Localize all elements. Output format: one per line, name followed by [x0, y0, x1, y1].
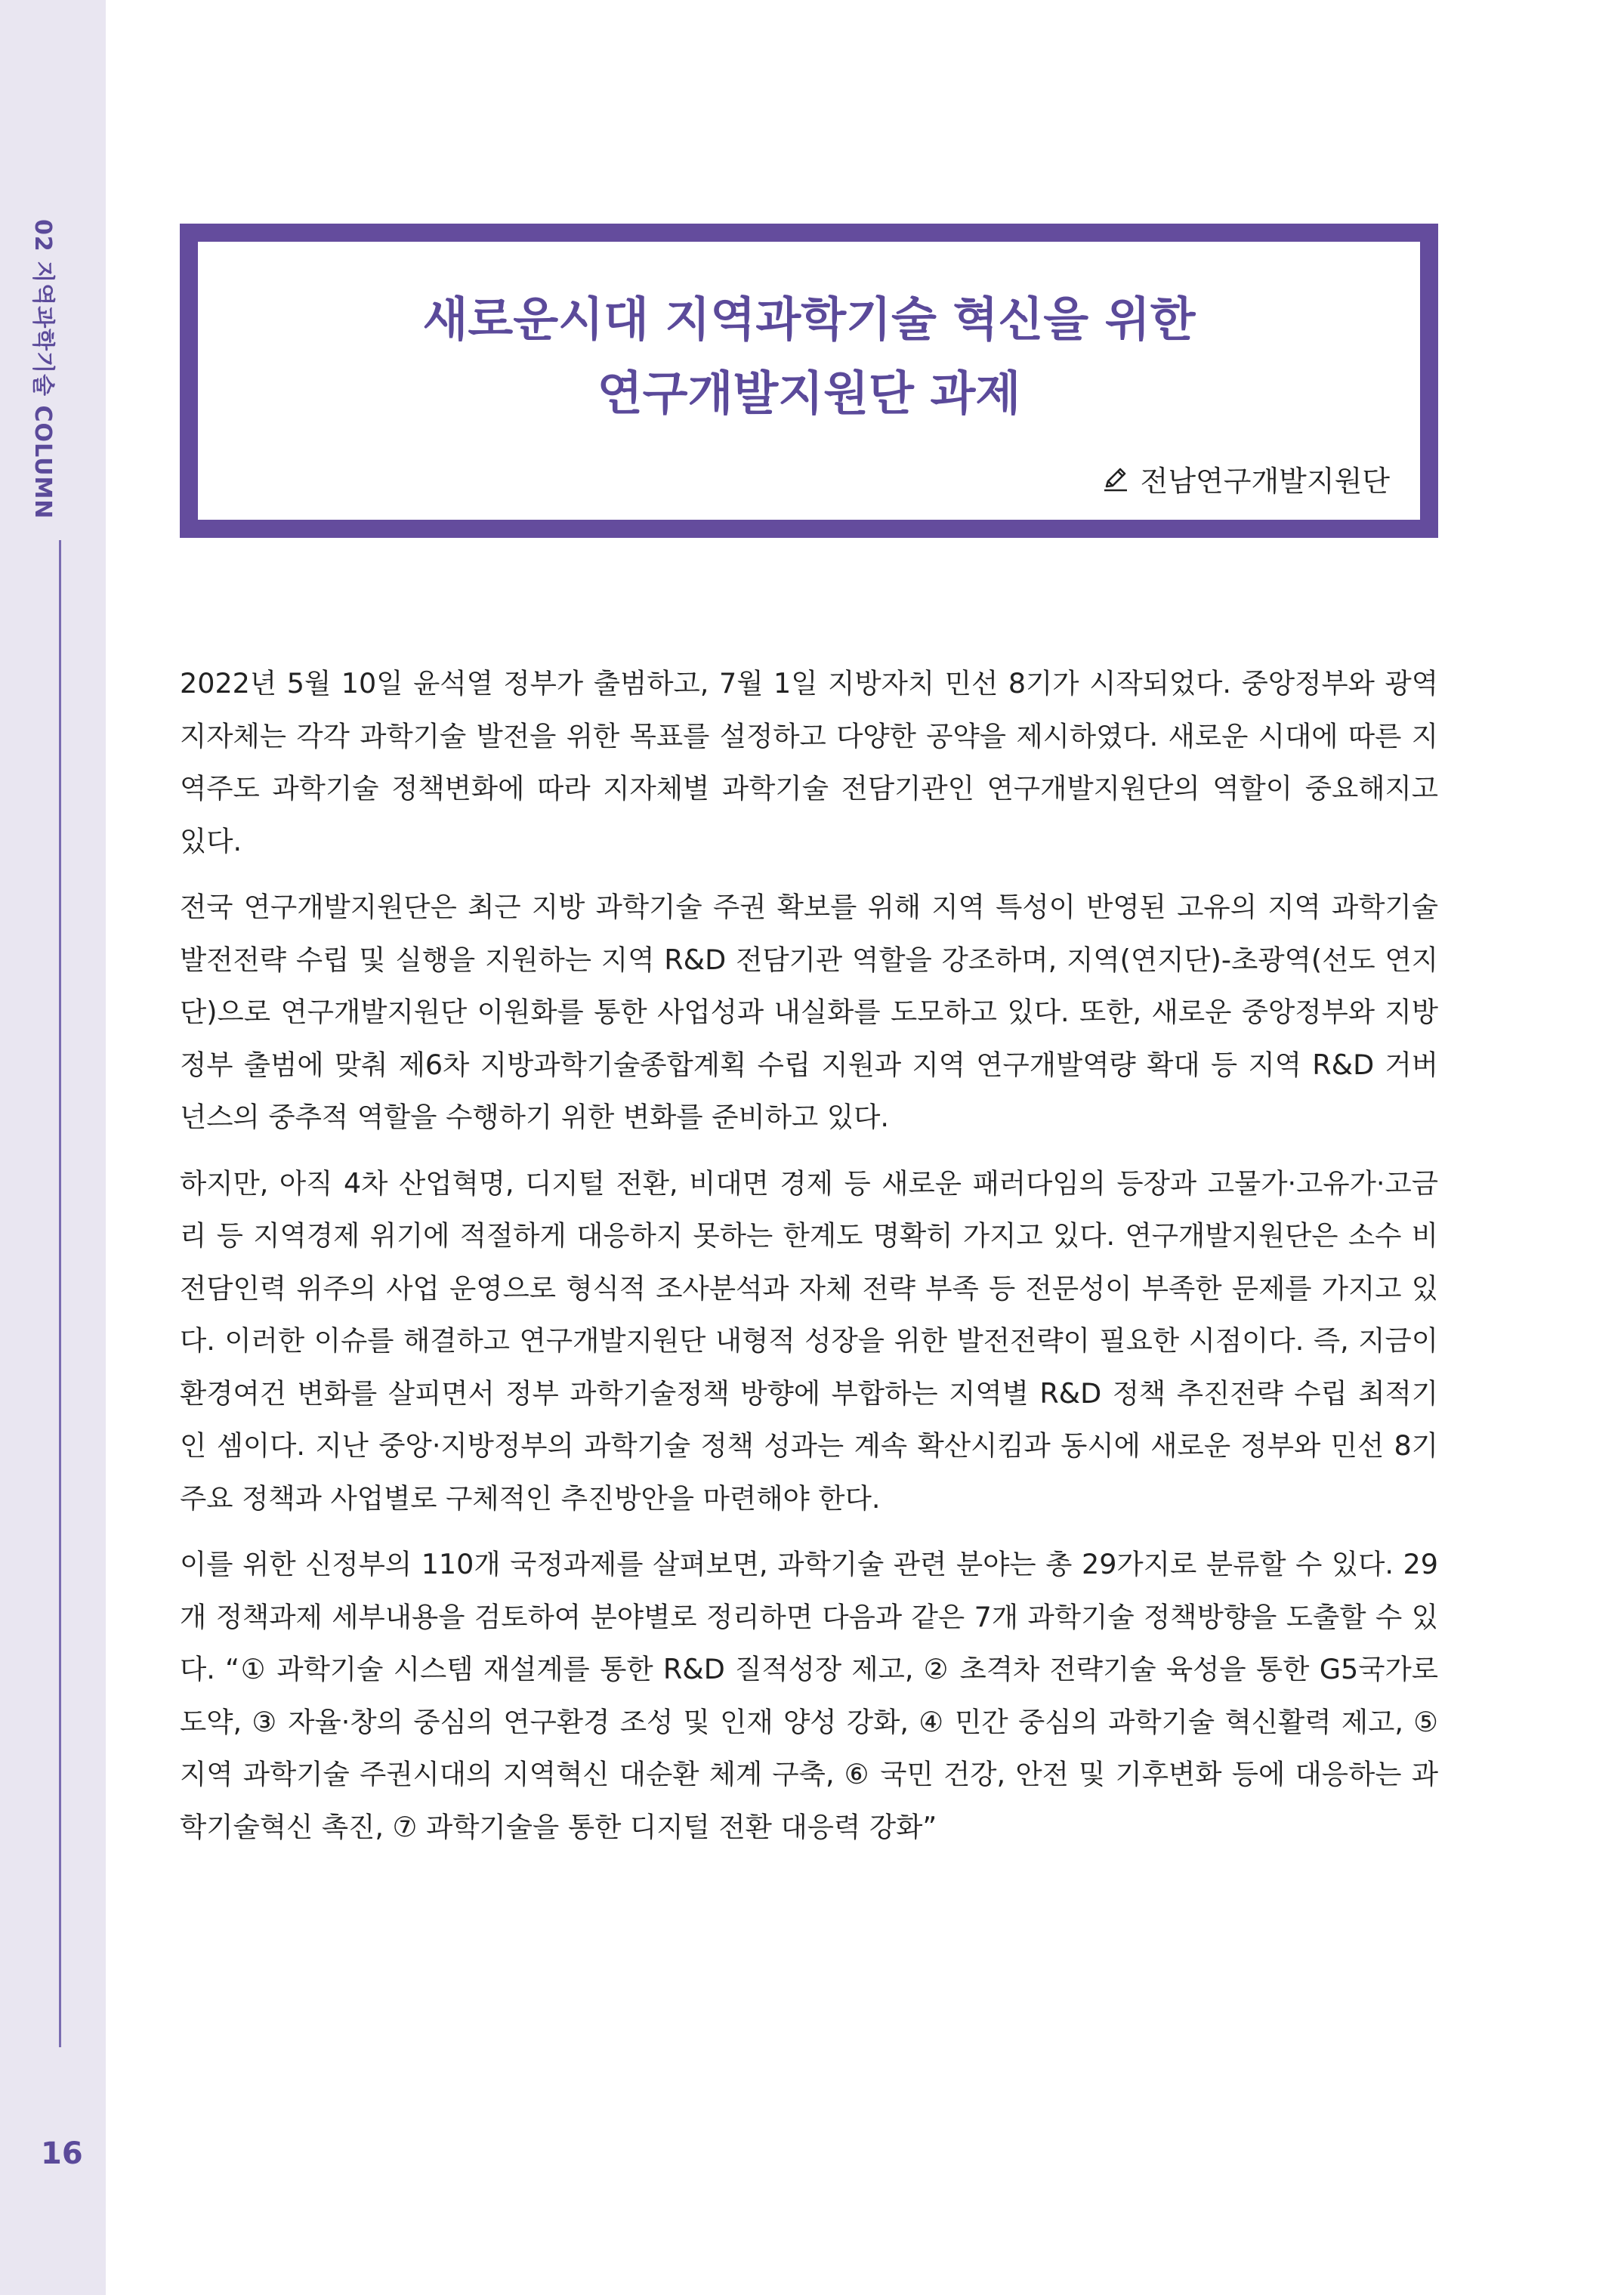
- section-label: 02 지역과학기술 COLUMN: [29, 219, 56, 520]
- sidebar: [0, 0, 106, 2295]
- pencil-icon: [1101, 465, 1130, 493]
- article-body: [180, 657, 1438, 1867]
- title-box: [180, 224, 1438, 538]
- author-byline: [1101, 458, 1390, 499]
- sidebar-divider: [59, 540, 61, 2047]
- paragraph-4: 이를 위한 신정부의 110개 국정과제를 살펴보면, 과학기술 관련 분야는 총 29가지로 분류할 수 있다. 29개 정책과제 세부내용을 검토하여 분야별로 정리하면 다음과 같은 7개 과학기술 정책방향을 도출할 수 있다. “① 과학기술 시스템 재설계를 통한 R&D 질적성장 제고, ② 초격차 전략기술 육성을 통한 G5국가로 도약, ③ 자율·창의 중심의 연구환경 조성 및 인재 양성 강화, ④ 민간 중심의 과학기술 혁신활력 제고, ⑤ 지역 과학기술 주권시대의 지역혁신 대순환 체계 구축, ⑥ 국민 건강, 안전 및 기후변화 등에 대응하는 과학기술혁신 촉진, ⑦ 과학기술을 통한 디지털 전환 대응력 강화”: [180, 1548, 1438, 1843]
- author-name: 전남연구개발지원단: [1140, 465, 1390, 498]
- paragraph-2: 전국 연구개발지원단은 최근 지방 과학기술 주권 확보를 위해 지역 특성이 반영된 고유의 지역 과학기술 발전전략 수립 및 실행을 지원하는 지역 R&D 전담기관 역할을 강조하며, 지역(연지단)-초광역(선도 연지단)으로 연구개발지원단 이원화를 통한 사업성과 내실화를 도모하고 있다. 또한, 새로운 중앙정부와 지방정부 출범에 맞춰 제6차 지방과학기술종합계획 수립 지원과 지역 연구개발역량 확대 등 지역 R&D 거버넌스의 중추적 역할을 수행하기 위한 변화를 준비하고 있다.: [180, 891, 1438, 1133]
- page-number: 16: [41, 2136, 83, 2171]
- paragraph-1: 2022년 5월 10일 윤석열 정부가 출범하고, 7월 1일 지방자치 민선 8기가 시작되었다. 중앙정부와 광역지자체는 각각 과학기술 발전을 위한 목표를 설정하고 다양한 공약을 제시하였다. 새로운 시대에 따른 지역주도 과학기술 정책변화에 따라 지자체별 과학기술 전담기관인 연구개발지원단의 역할이 중요해지고 있다.: [180, 667, 1438, 857]
- title-line-2: 연구개발지원단 과제: [597, 366, 1021, 421]
- page-title: [198, 283, 1420, 431]
- paragraph-3: 하지만, 아직 4차 산업혁명, 디지털 전환, 비대면 경제 등 새로운 패러다임의 등장과 고물가·고유가·고금리 등 지역경제 위기에 적절하게 대응하지 못하는 한계도 명확히 가지고 있다. 연구개발지원단은 소수 비전담인력 위주의 사업 운영으로 형식적 조사분석과 자체 전략 부족 등 전문성이 부족한 문제를 가지고 있다. 이러한 이슈를 해결하고 연구개발지원단 내형적 성장을 위한 발전전략이 필요한 시점이다. 즉, 지금이 환경여건 변화를 살피면서 정부 과학기술정책 방향에 부합하는 지역별 R&D 정책 추진전략 수립 최적기인 셈이다. 지난 중앙·지방정부의 과학기술 정책 성과는 계속 확산시킴과 동시에 새로운 정부와 민선 8기 주요 정책과 사업별로 구체적인 추진방안을 마련해야 한다.: [180, 1166, 1438, 1515]
- title-line-1: 새로운시대 지역과학기술 혁신을 위한: [422, 292, 1196, 347]
